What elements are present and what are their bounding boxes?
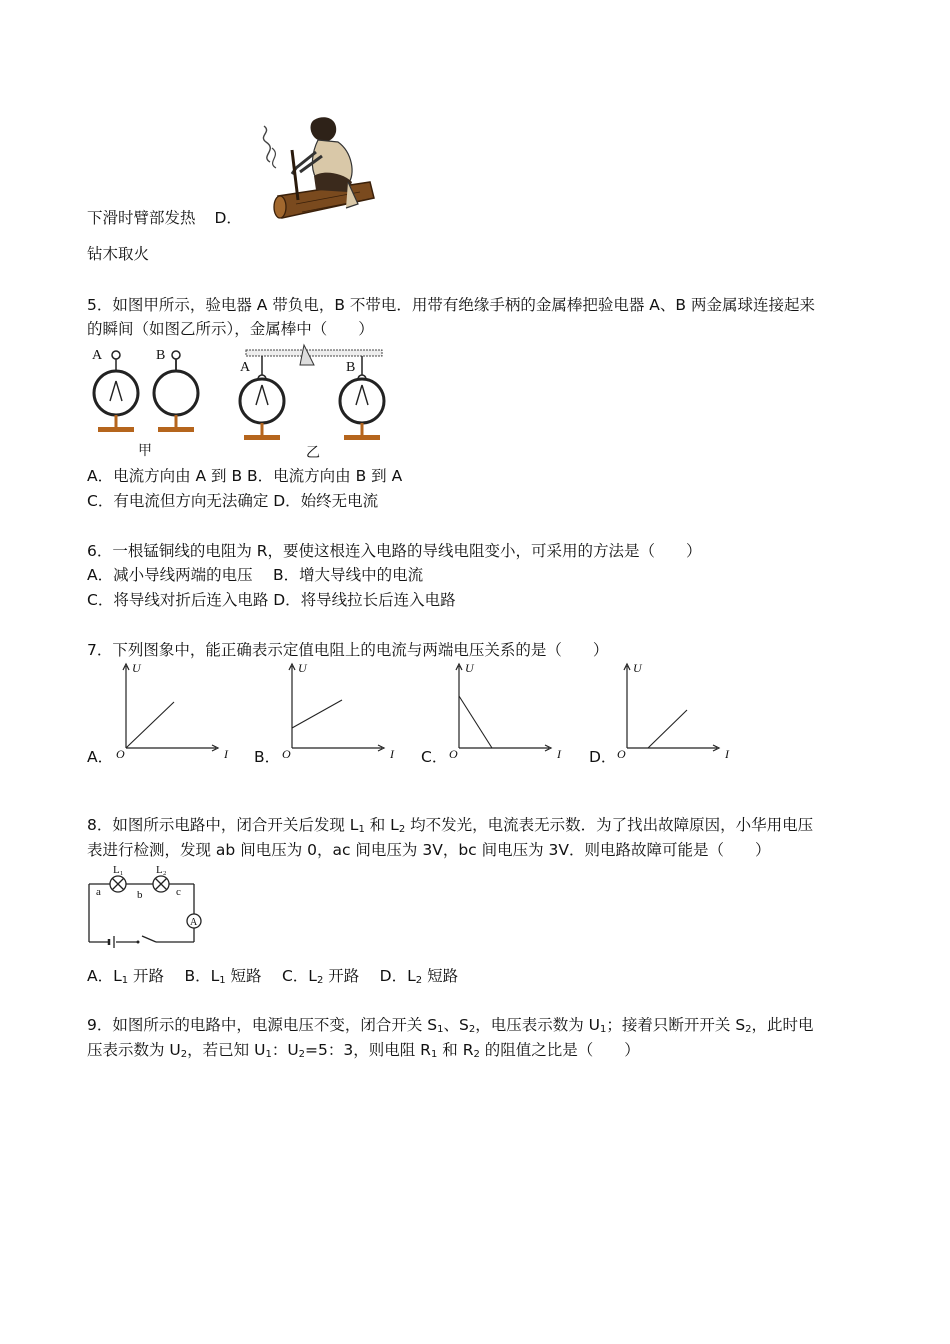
- q9-text: ，若已知 U: [187, 1041, 266, 1059]
- q8-option-sub: 2: [316, 975, 324, 986]
- q9-sub: 1: [437, 1024, 444, 1035]
- q9-text: ，电压表示数为 U: [475, 1016, 601, 1034]
- q9-text: 压表示数为 U: [87, 1041, 181, 1059]
- q7-option-b-label: B．: [254, 748, 281, 766]
- q8-point-a: a: [96, 886, 101, 898]
- q5-label-a-left: A: [92, 348, 103, 363]
- q8-circuit-diagram: [86, 864, 206, 950]
- q7-graph-a-i-label: I: [224, 747, 228, 761]
- q7-graph-a-origin: O: [116, 747, 125, 761]
- q9-text: 、S: [443, 1016, 469, 1034]
- q7-graph-c-origin: O: [449, 747, 458, 761]
- q4-drilling-fire-figure: [252, 112, 380, 224]
- q7-graph-a-u-label: U: [132, 661, 141, 675]
- q9-text: 的阻值之比是（ ）: [479, 1041, 640, 1059]
- electroscope-b: [154, 348, 198, 432]
- q8-stem-part: 均不发光，电流表无示数．为了找出故障原因，小华用电压: [405, 816, 814, 834]
- q9-stem-line1: [87, 1015, 814, 1040]
- q8-lamp-l1-label: L₁: [113, 864, 124, 876]
- q7-graph-d: [613, 660, 743, 760]
- q9-sub: 2: [298, 1049, 306, 1060]
- q7-graph-b-origin: O: [282, 747, 291, 761]
- q9-text: ；接着只断开开关 S: [606, 1016, 746, 1034]
- q4-option-c-text: 下滑时臂部发热: [87, 209, 196, 227]
- q7-graph-d-u-label: U: [633, 661, 642, 675]
- q7-graph-c-i-label: I: [557, 747, 561, 761]
- q7-graph-b: [278, 660, 408, 760]
- q9-text: ：U: [271, 1041, 299, 1059]
- q9-text: 9．如图所示的电路中，电源电压不变，闭合开关 S: [87, 1016, 438, 1034]
- q8-stem-line1: [87, 815, 813, 840]
- q9-sub: 2: [468, 1024, 476, 1035]
- q4-option-d-text: 钻木取火: [87, 245, 150, 263]
- electroscope-b-joined: [340, 356, 384, 440]
- q5-electroscope-figure: [90, 345, 390, 460]
- q7-graph-b-i-label: I: [390, 747, 394, 761]
- q7-graph-d-i-label: I: [725, 747, 729, 761]
- q8-option-text: A．L: [87, 967, 122, 985]
- q9-sub: 1: [600, 1024, 607, 1035]
- q5-caption-jia: 甲: [138, 444, 152, 459]
- q7-option-c-label: C．: [421, 748, 448, 766]
- q7-graph-c-line: [459, 696, 492, 748]
- q9-sub: 2: [473, 1049, 480, 1060]
- q5-stem-line1: 5．如图甲所示，验电器 A 带负电，B 不带电．用带有绝缘手柄的金属棒把验电器 A、B 两金属球连接起来: [87, 296, 815, 314]
- q7-graph-d-origin: O: [617, 747, 626, 761]
- q7-graph-d-line: [648, 710, 687, 748]
- electroscope-a: [92, 348, 138, 432]
- q8-stem-sub: 1: [358, 824, 365, 835]
- q9-sub: 1: [265, 1049, 272, 1060]
- q6-stem: 6．一根锰铜线的电阻为 R，要使这根连入电路的导线电阻变小，可采用的方法是（ ）: [87, 542, 702, 560]
- q7-graph-b-line: [292, 700, 342, 728]
- q4-option-d-label: D．: [214, 209, 242, 227]
- q9-stem-line2: [87, 1040, 640, 1065]
- q8-option-text: 开路 D．L: [323, 967, 416, 985]
- q5-label-a-right: A: [240, 360, 251, 375]
- q7-graph-a-line: [126, 702, 174, 748]
- q9-text: 和 R: [437, 1041, 474, 1059]
- q8-option-text: 开路 B．L: [128, 967, 220, 985]
- q9-sub: 2: [180, 1049, 188, 1060]
- q8-option-sub: 2: [415, 975, 423, 986]
- q9-sub: 2: [745, 1024, 752, 1035]
- q7-graph-c: [445, 660, 575, 760]
- q5-label-b-left: B: [156, 348, 166, 363]
- q8-stem-sub: 2: [398, 824, 406, 835]
- q7-option-a-label: A．: [87, 748, 114, 766]
- q8-stem-line2: 表进行检测，发现 ab 间电压为 0，ac 间电压为 3V，bc 间电压为 3V．则电路故障可能是（ ）: [87, 841, 771, 859]
- q8-point-b: b: [137, 889, 143, 901]
- q5-stem-line2: 的瞬间（如图乙所示），金属棒中（ ）: [87, 320, 374, 338]
- q8-stem-part: 和 L: [364, 816, 399, 834]
- q9-text: =5：3，则电阻 R: [305, 1041, 431, 1059]
- q5-label-b-right: B: [346, 360, 356, 375]
- q4-option-c-tail: [87, 208, 242, 228]
- q7-stem: 7．下列图象中，能正确表示定值电阻上的电流与两端电压关系的是（ ）: [87, 641, 609, 659]
- q8-option-text: 短路 C．L: [225, 967, 317, 985]
- q8-option-sub: 1: [121, 975, 129, 986]
- q8-point-c: c: [176, 886, 181, 898]
- q8-stem-part: 8．如图所示电路中，闭合开关后发现 L: [87, 816, 359, 834]
- q7-graph-c-u-label: U: [465, 661, 474, 675]
- q8-lamp-l2-label: L₂: [156, 864, 167, 876]
- q5-options-line2: C．有电流但方向无法确定 D．始终无电流: [87, 492, 379, 510]
- q7-graph-b-u-label: U: [298, 661, 307, 675]
- q5-options-line1: A．电流方向由 A 到 B B．电流方向由 B 到 A: [87, 467, 403, 485]
- q8-option-text: 短路: [422, 967, 459, 985]
- q6-options-line1: A．减小导线两端的电压 B．增大导线中的电流: [87, 566, 424, 584]
- q8-option-sub: 1: [219, 975, 226, 986]
- q7-graph-a: [112, 660, 242, 760]
- q8-options: [87, 966, 458, 991]
- q9-text: ，此时电: [751, 1016, 814, 1034]
- q5-caption-yi: 乙: [306, 446, 320, 461]
- q9-sub: 1: [430, 1049, 438, 1060]
- q7-option-d-label: D．: [589, 748, 617, 766]
- q8-ammeter-label: A: [190, 917, 198, 928]
- q6-options-line2: C．将导线对折后连入电路 D．将导线拉长后连入电路: [87, 591, 456, 609]
- electroscope-a-joined: [240, 356, 284, 440]
